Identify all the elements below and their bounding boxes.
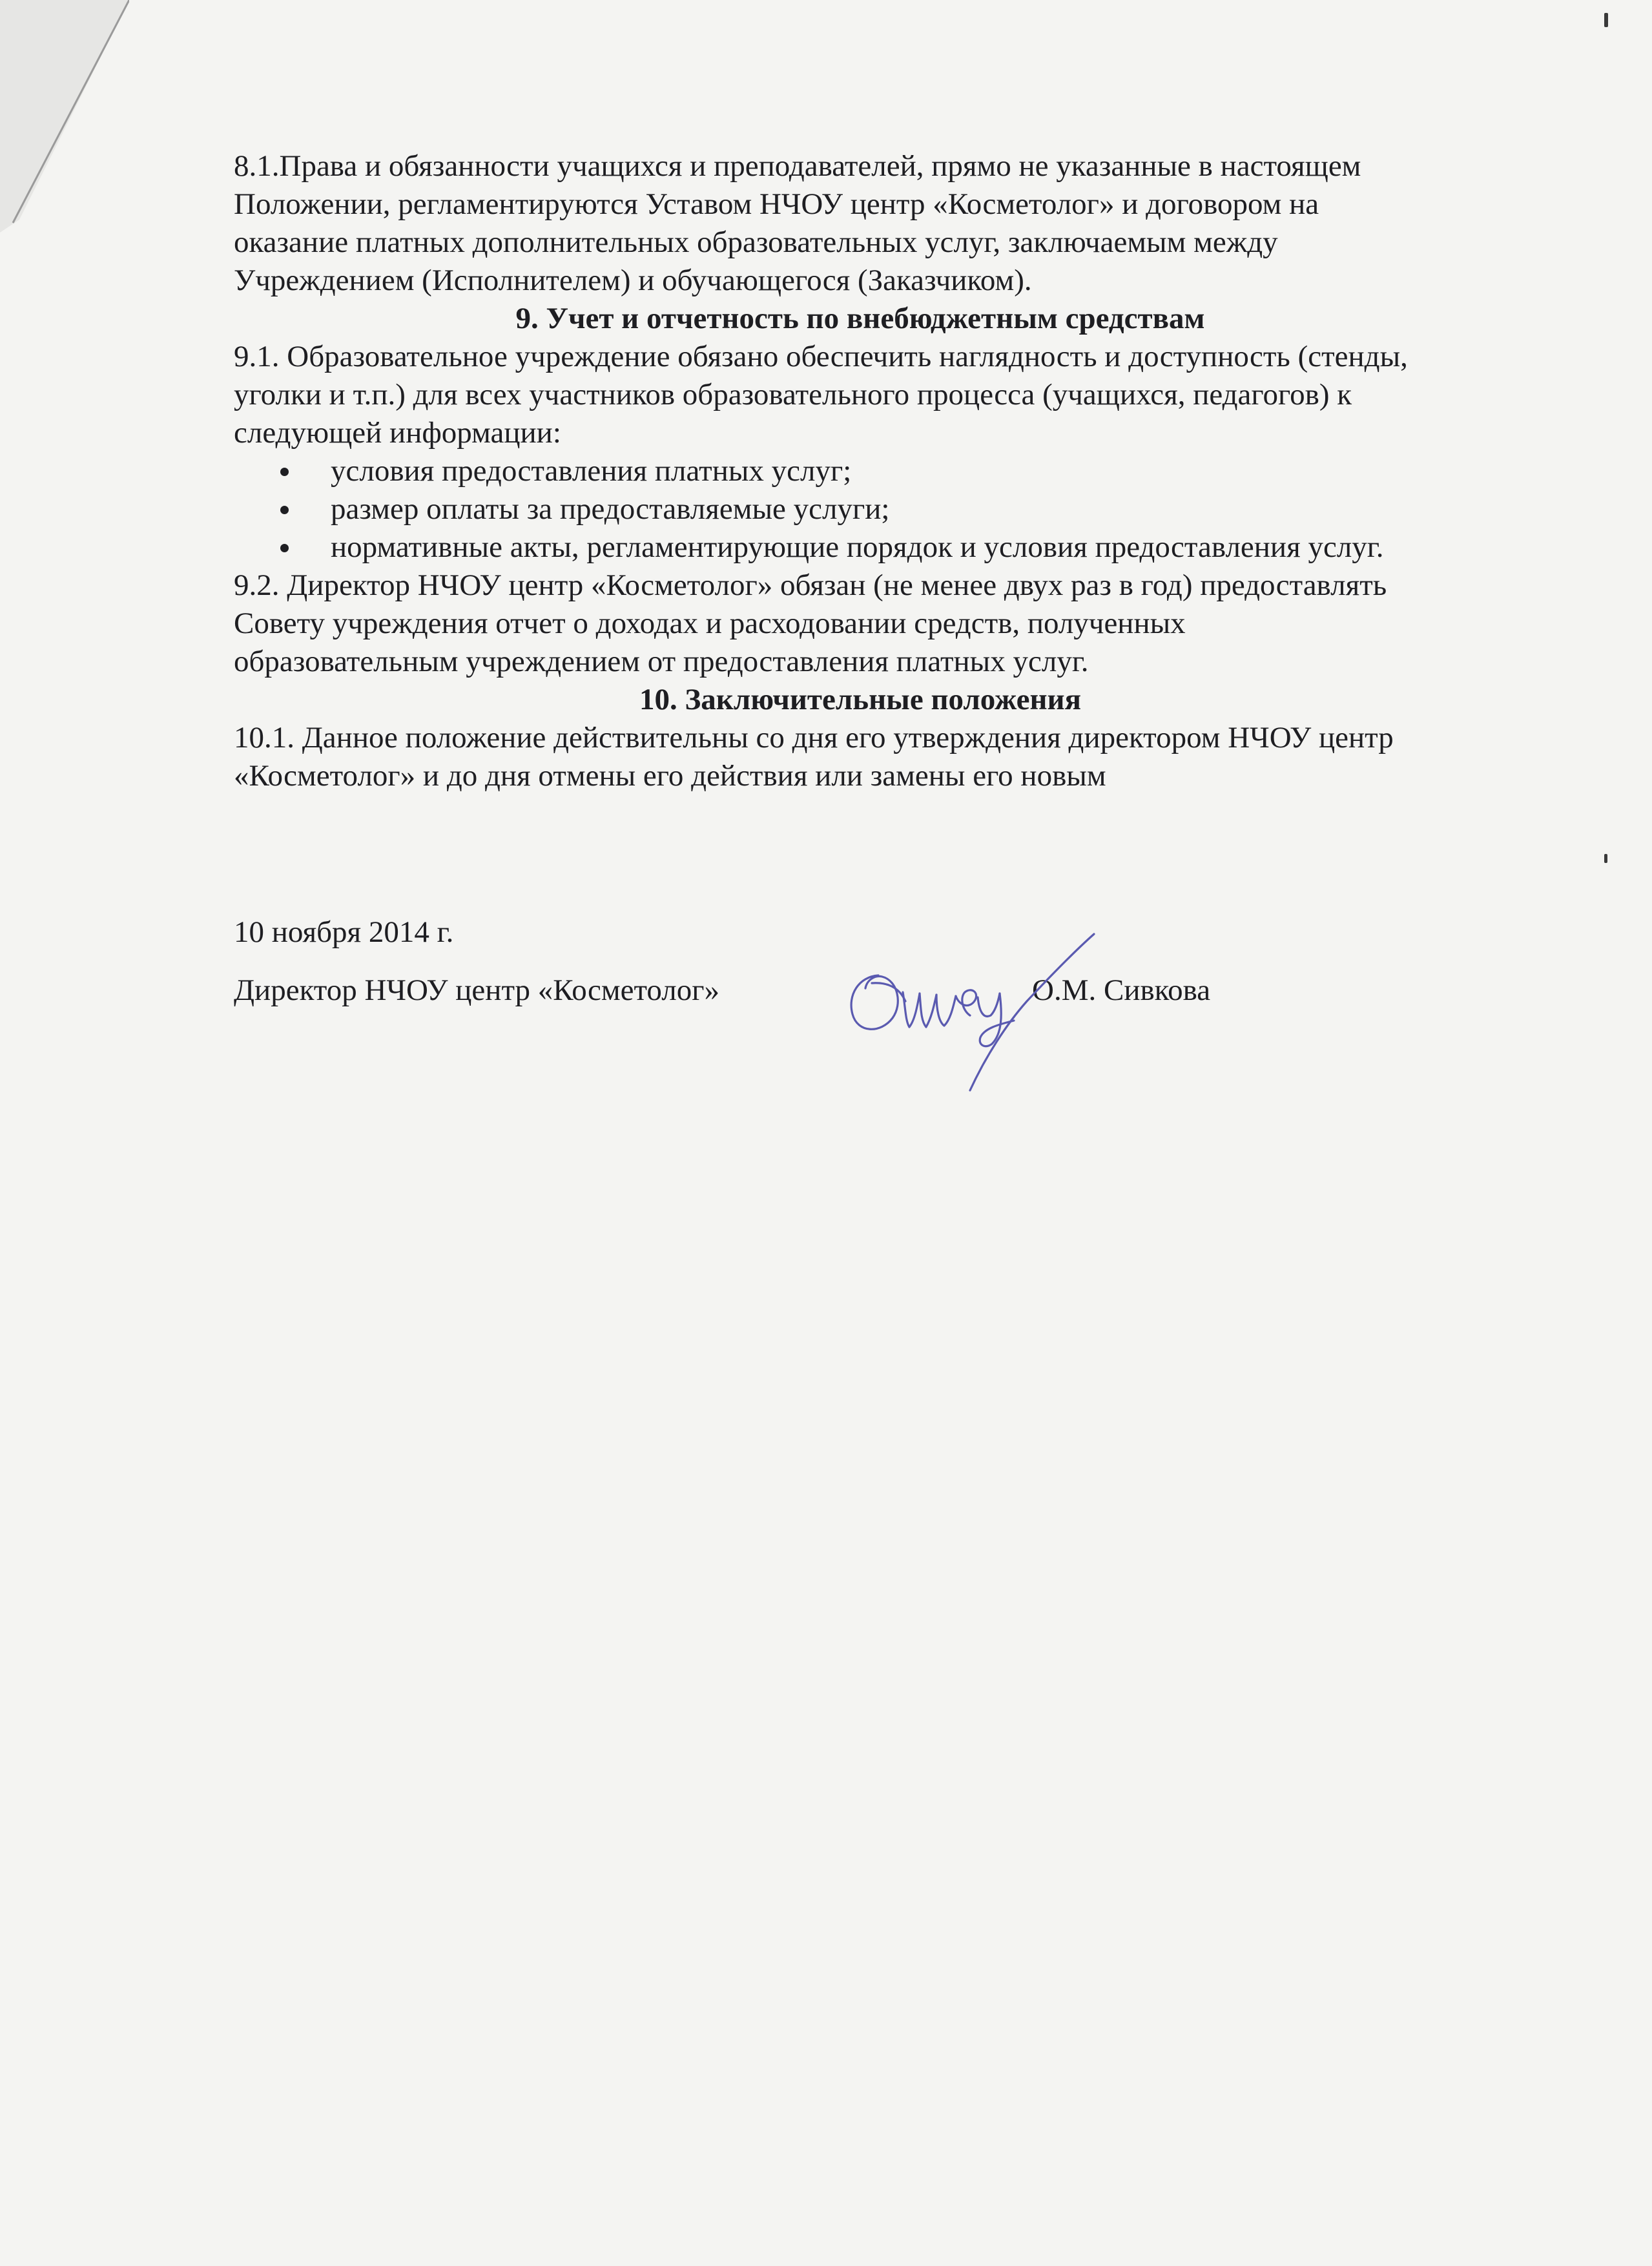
text-line: образовательным учреждением от предоставления платных услуг.	[234, 645, 1089, 678]
scan-edge-mark	[1604, 854, 1607, 863]
text-line: 8.1.Права и обязанности учащихся и преподавателей, прямо не указанные в настоящем	[234, 149, 1361, 183]
bullet-icon	[280, 468, 289, 476]
text-line: Совету учреждения отчет о доходах и расходовании средств, полученных	[234, 607, 1186, 640]
list-item	[280, 452, 1519, 490]
list-item	[280, 490, 1519, 528]
text-line: 9.1. Образовательное учреждение обязано обеспечить наглядность и доступность (стенды,	[234, 340, 1408, 373]
signatory-name: О.М. Сивкова	[1032, 973, 1211, 1007]
list-item-text: условия предоставления платных услуг;	[331, 454, 852, 488]
handwritten-signature	[833, 930, 1137, 1098]
folded-corner	[0, 0, 129, 233]
bullet-icon	[280, 544, 289, 552]
document-body	[234, 147, 1519, 795]
scan-edge-mark	[1604, 13, 1608, 27]
bullet-list	[234, 452, 1519, 566]
list-item-text: нормативные акты, регламентирующие порядок и условия предоставления услуг.	[331, 530, 1384, 564]
text-line: 9.2. Директор НЧОУ центр «Косметолог» обязан (не менее двух раз в год) предоставлять	[234, 568, 1387, 602]
list-item-text: размер оплаты за предоставляемые услуги;	[331, 492, 890, 526]
bullet-icon	[280, 506, 289, 514]
signature-block	[234, 972, 1332, 1023]
signatory-title: Директор НЧОУ центр «Косметолог»	[234, 973, 719, 1007]
list-item	[280, 528, 1519, 566]
text-line: следующей информации:	[234, 416, 561, 450]
text-line: «Косметолог» и до дня отмены его действия или замены его новым	[234, 759, 1106, 793]
paragraph-9-2	[234, 566, 1519, 681]
text-line: уголки и т.п.) для всех участников образовательного процесса (учащихся, педагогов) к	[234, 378, 1352, 411]
text-line: 10.1. Данное положение действительны со дня его утверждения директором НЧОУ центр	[234, 721, 1394, 754]
text-line: Положении, регламентируются Уставом НЧОУ центр «Косметолог» и договором на	[234, 187, 1319, 221]
paragraph-8-1	[234, 147, 1519, 300]
text-line: Учреждением (Исполнителем) и обучающегося (Заказчиком).	[234, 264, 1032, 297]
paragraph-10-1	[234, 719, 1519, 795]
text-line: оказание платных дополнительных образовательных услуг, заключаемым между	[234, 225, 1278, 259]
section-9-heading: 9. Учет и отчетность по внебюджетным средствам	[515, 302, 1205, 335]
paragraph-9-1	[234, 338, 1519, 452]
document-date: 10 ноября 2014 г.	[234, 915, 454, 949]
section-10-heading: 10. Заключительные положения	[639, 683, 1082, 716]
